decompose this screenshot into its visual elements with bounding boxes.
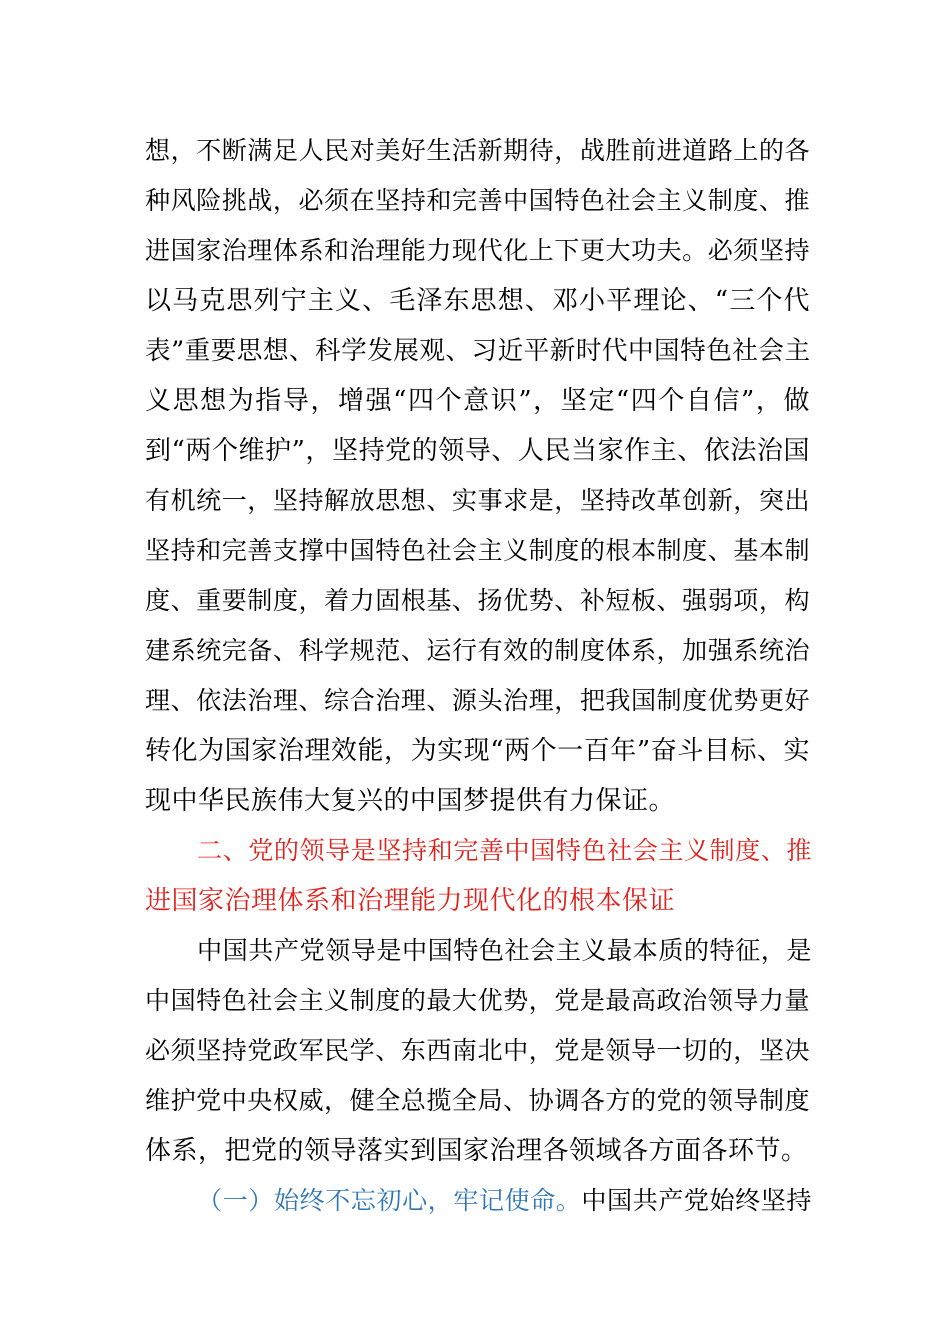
- paragraph-1-line: 以马克思列宁主义、毛泽东思想、邓小平理论、“三个代: [145, 286, 810, 316]
- paragraph-1-line: 坚持和完善支撑中国特色社会主义制度的根本制度、基本制: [145, 536, 811, 565]
- paragraph-1-line: 度、重要制度，着力固根基、扬优势、补短板、强弱项，构: [145, 586, 811, 615]
- section-heading-line: 二、党的领导是坚持和完善中国特色社会主义制度、推: [197, 836, 813, 865]
- paragraph-2-line: 中国特色社会主义制度的最大优势，党是最高政治领导力量: [145, 986, 811, 1015]
- paragraph-2-line: 体系，把党的领导落实到国家治理各领域各方面各环节。: [145, 1136, 808, 1166]
- paragraph-1-line: 现中华民族伟大复兴的中国梦提供有力保证。: [145, 786, 676, 816]
- paragraph-1-line: 进国家治理体系和治理能力现代化上下更大功夫。必须坚持: [145, 236, 811, 265]
- text-column: [145, 126, 813, 1226]
- paragraph-1: [145, 126, 810, 826]
- paragraph-1-line: 种风险挑战，必须在坚持和完善中国特色社会主义制度、推: [145, 186, 811, 215]
- paragraph-1-line: 到“两个维护”，坚持党的领导、人民当家作主、依法治国: [145, 436, 810, 466]
- section-heading-line: 进国家治理体系和治理能力现代化的根本保证: [145, 886, 676, 916]
- paragraph-2-line: 必须坚持党政军民学、东西南北中，党是领导一切的，坚决: [145, 1036, 811, 1065]
- paragraph-1-line: 想，不断满足人民对美好生活新期待，战胜前进道路上的各: [145, 136, 811, 165]
- paragraph-1-line: 建系统完备、科学规范、运行有效的制度体系，加强系统治: [145, 636, 811, 665]
- paragraph-1-line: 转化为国家治理效能，为实现“两个一百年”奋斗目标、实: [145, 736, 810, 766]
- paragraph-2-line: 中国共产党领导是中国特色社会主义最本质的特征，是: [197, 936, 813, 965]
- paragraph-3-text: 中国共产党始终坚持: [581, 1186, 813, 1215]
- paragraph-1-line: 义思想为指导，增强“四个意识”，坚定“四个自信”，做: [145, 386, 810, 416]
- sub-heading: （一）始终不忘初心，牢记使命。: [197, 1186, 582, 1215]
- paragraph-3-line: [145, 1176, 813, 1226]
- paragraph-2-line: 维护党中央权威，健全总揽全局、协调各方的党的领导制度: [145, 1086, 811, 1115]
- paragraph-3: [145, 1176, 813, 1226]
- paragraph-1-line: 理、依法治理、综合治理、源头治理，把我国制度优势更好: [145, 686, 811, 715]
- paragraph-1-line: 有机统一，坚持解放思想、实事求是，坚持改革创新，突出: [145, 486, 811, 515]
- paragraph-2: [145, 926, 813, 1176]
- paragraph-1-line: 表”重要思想、科学发展观、习近平新时代中国特色社会主: [145, 336, 811, 366]
- section-heading: [145, 826, 813, 926]
